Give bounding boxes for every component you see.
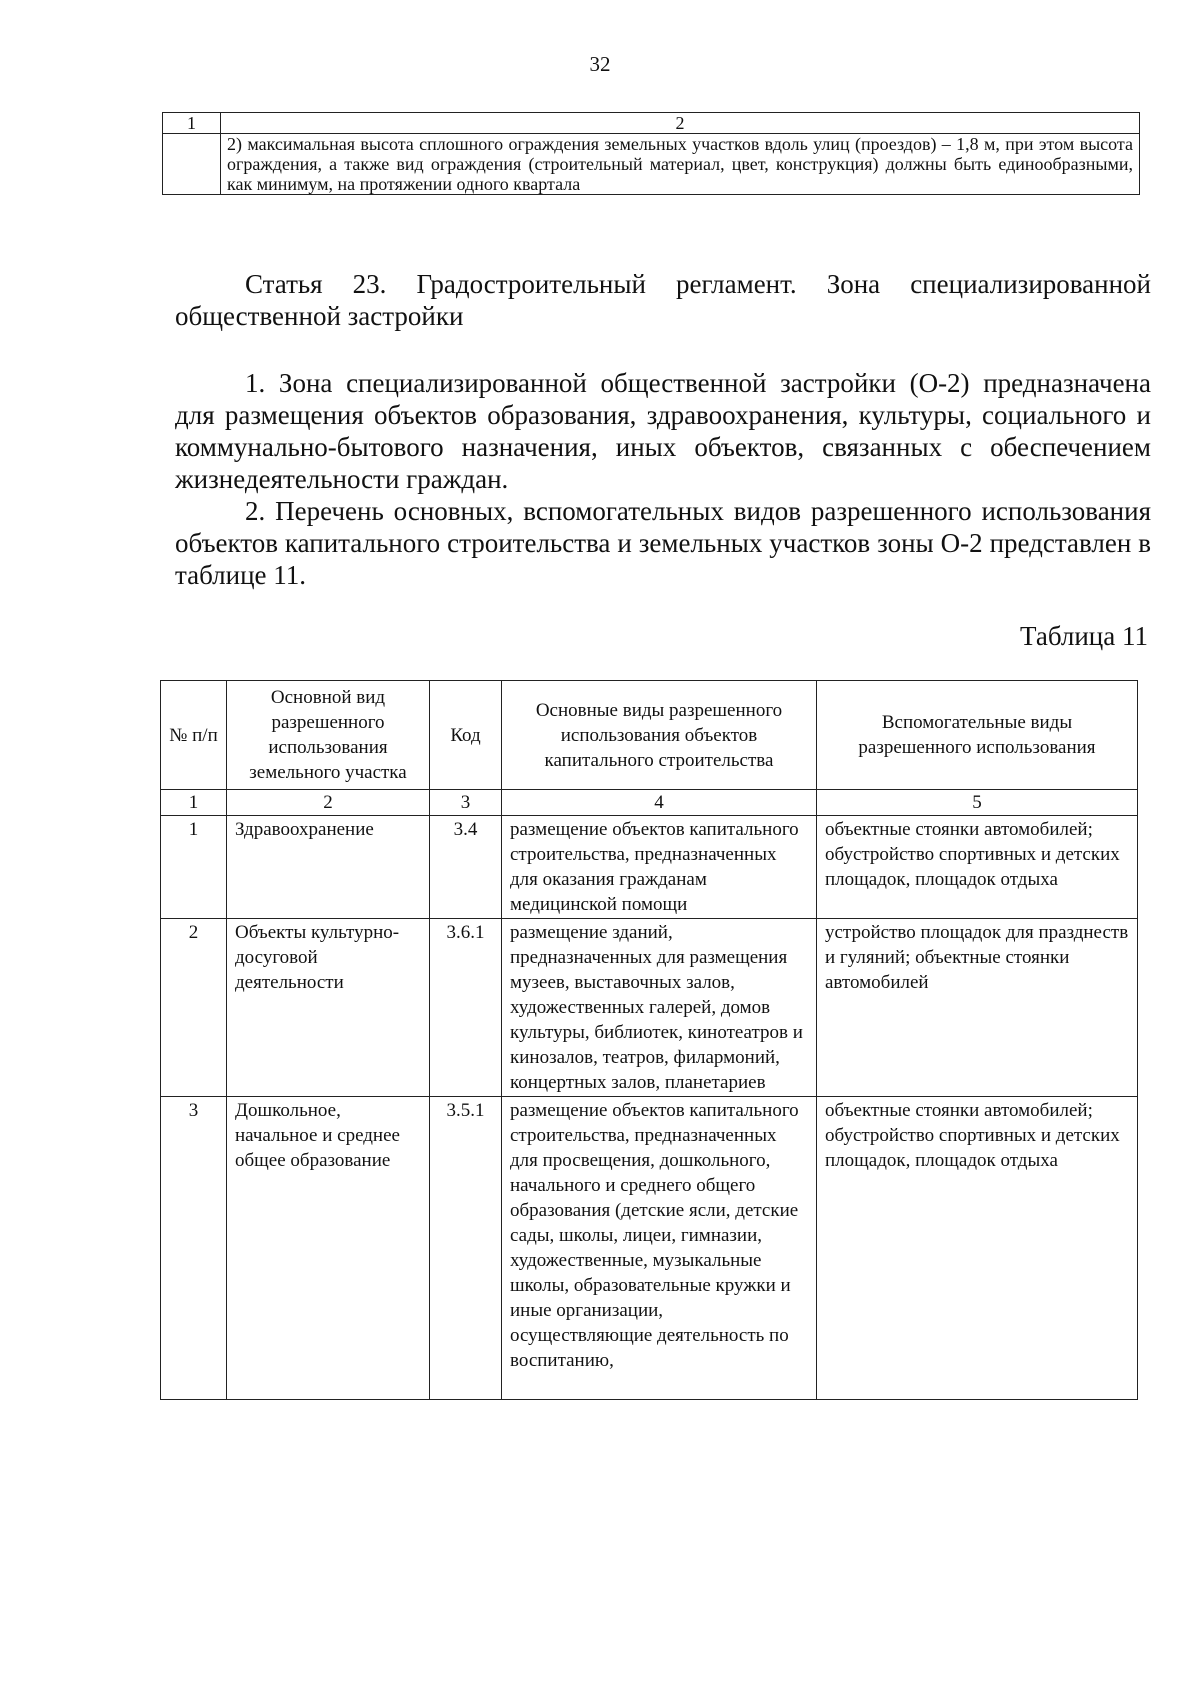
row-code: 3.4 [430,816,502,919]
continuation-empty-cell [163,134,221,195]
page-number: 32 [589,52,611,76]
header-aux-uses: Вспомогательные виды разрешенного использования [817,681,1138,790]
continuation-col-2: 2 [221,113,1140,134]
table-row [161,919,1138,1097]
row-num: 3 [161,1097,227,1400]
header-code: Код [430,681,502,790]
column-number: 5 [817,790,1138,816]
row-num: 2 [161,919,227,1097]
article-heading-block [175,268,1151,332]
row-main-uses: размещение зданий, предназначенных для размещения музеев, выставочных залов, художественных галерей, домов культуры, библиотек, кинотеатров и кинозалов, театров, филармоний, концертных залов, планетариев [502,919,817,1097]
column-number-row [161,790,1138,816]
table-row [161,816,1138,919]
paragraph-2: 2. Перечень основных, вспомогательных видов разрешенного использования объектов капитального строительства и земельных участков зоны О-2 представлен в таблице 11. [175,496,1151,590]
row-aux-uses: объектные стоянки автомобилей; обустройство спортивных и детских площадок, площадок отдыха [817,816,1138,919]
row-land-use: Объекты культурно-досуговой деятельности [227,919,430,1097]
zone-uses-table [160,680,1138,1400]
row-main-uses: размещение объектов капитального строительства, предназначенных для оказания гражданам медицинской помощи [502,816,817,919]
continuation-row-text: 2) максимальная высота сплошного ограждения земельных участков вдоль улиц (проездов) – 1,8 м, при этом высота ограждения, а также вид ограждения (строительный материал, цвет, конструкция) должны быть единообразными, как минимум, на протяжении одного квартала [221,134,1140,195]
row-num: 1 [161,816,227,919]
header-main-uses: Основные виды разрешенного использования объектов капитального строительства [502,681,817,790]
article-heading: Статья 23. Градостроительный регламент. Зона специализированной общественной застройки [175,269,1151,331]
continuation-table [162,112,1140,195]
column-number: 4 [502,790,817,816]
header-land-use: Основной вид разрешенного использования земельного участка [227,681,430,790]
row-land-use: Дошкольное, начальное и среднее общее образование [227,1097,430,1400]
column-number: 3 [430,790,502,816]
continuation-col-1: 1 [163,113,221,134]
header-num: № п/п [161,681,227,790]
continuation-table-row [163,134,1140,195]
column-number: 2 [227,790,430,816]
continuation-table-header [163,113,1140,134]
paragraph-1: 1. Зона специализированной общественной застройки (О-2) предназначена для размещения объектов образования, здравоохранения, культуры, социального и коммунально-бытового назначения, иных объектов, связанных с обеспечением жизнедеятельности граждан. [175,368,1151,494]
row-land-use: Здравоохранение [227,816,430,919]
table-row [161,1097,1138,1400]
row-aux-uses: объектные стоянки автомобилей; обустройство спортивных и детских площадок, площадок отдыха [817,1097,1138,1400]
row-aux-uses: устройство площадок для празднеств и гуляний; объектные стоянки автомобилей [817,919,1138,1097]
row-main-uses: размещение объектов капитального строительства, предназначенных для просвещения, дошкольного, начального и среднего общего образования (детские ясли, детские сады, школы, лицеи, гимназии, художественные, музыкальные школы, образовательные кружки и иные организации, осуществляющие деятельность по воспитанию, [502,1097,817,1400]
table-header-row [161,681,1138,790]
column-number: 1 [161,790,227,816]
row-code: 3.5.1 [430,1097,502,1400]
row-code: 3.6.1 [430,919,502,1097]
table-caption: Таблица 11 [1020,621,1148,651]
